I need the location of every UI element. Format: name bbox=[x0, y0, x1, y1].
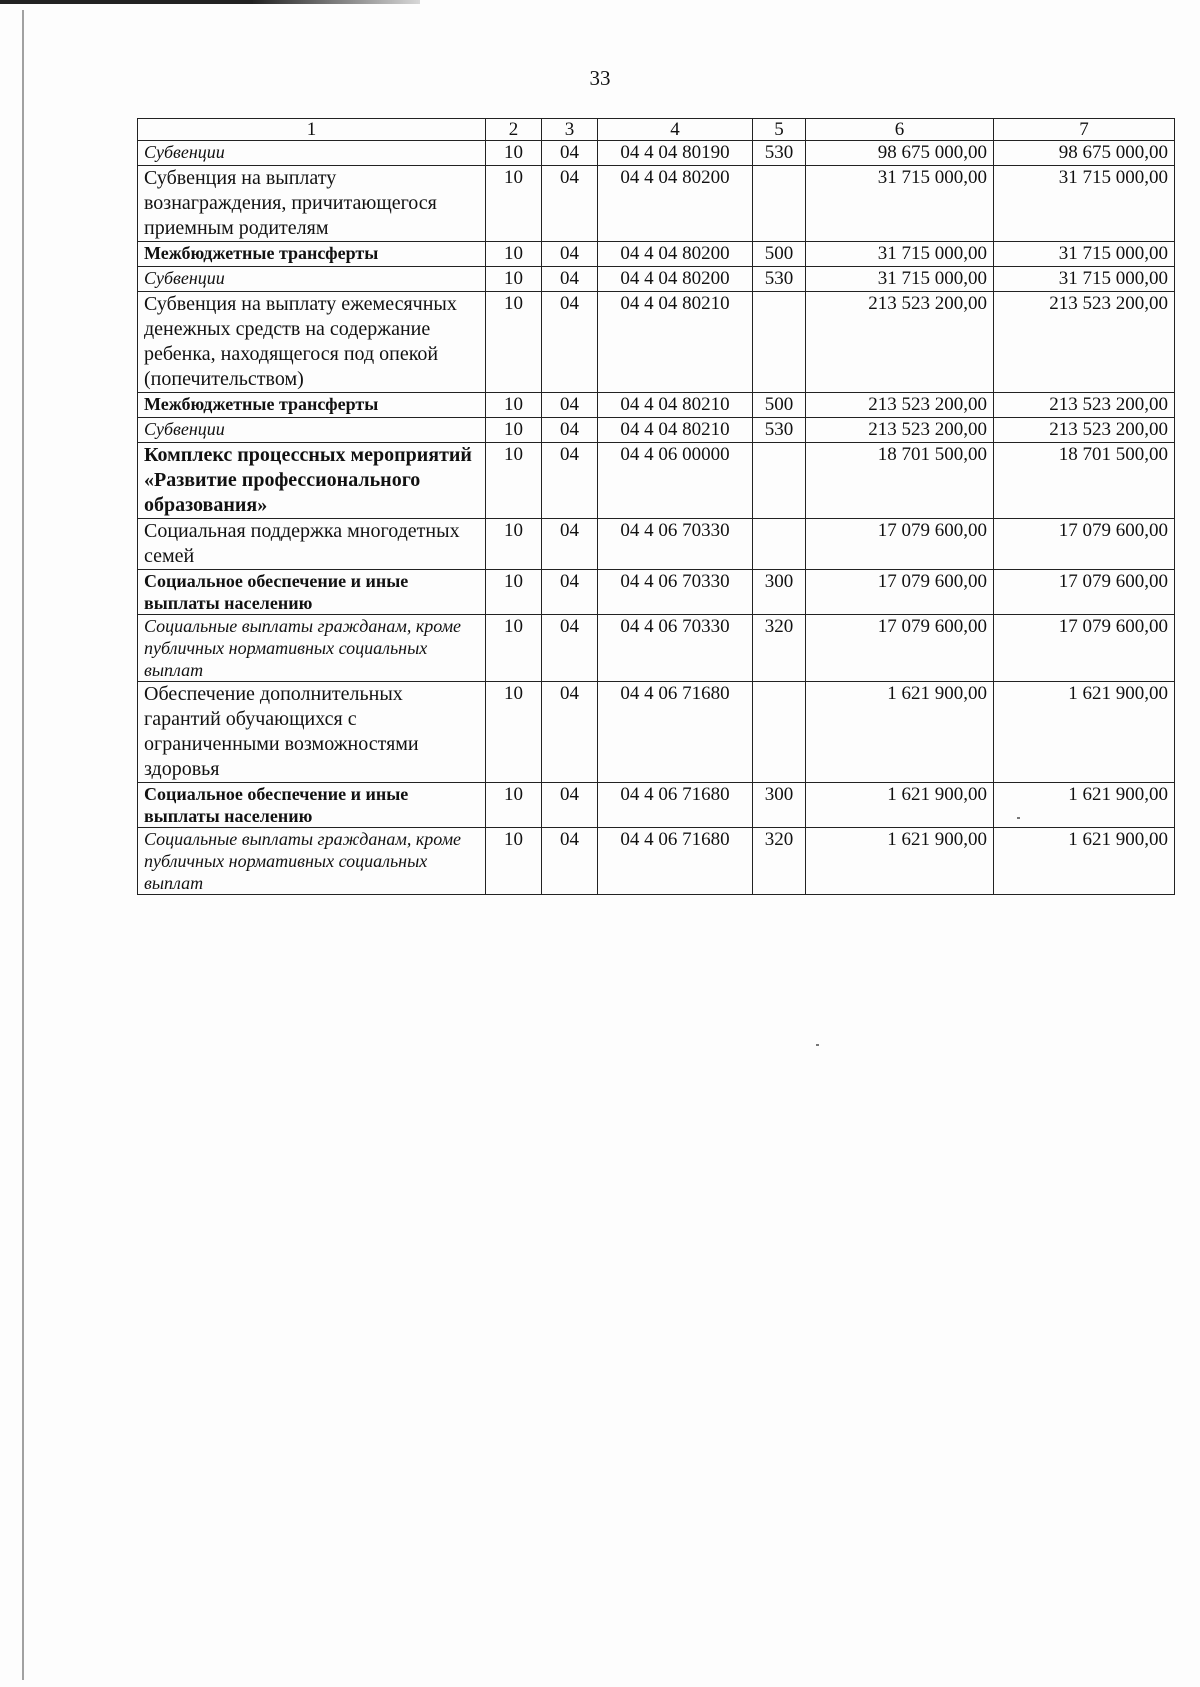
target-article-cell: 04 4 04 80210 bbox=[598, 393, 753, 418]
header-col-5: 5 bbox=[753, 119, 806, 141]
row-name-cell: Социальные выплаты гражданам, кроме публичных нормативных социальных выплат bbox=[138, 828, 486, 895]
expense-type-cell: 300 bbox=[753, 783, 806, 828]
amount-col-7-cell: 31 715 000,00 bbox=[994, 166, 1175, 242]
amount-col-6-cell: 31 715 000,00 bbox=[806, 242, 994, 267]
subsection-code-cell: 04 bbox=[542, 166, 598, 242]
scan-edge-left bbox=[22, 10, 24, 1680]
expense-type-cell: 530 bbox=[753, 418, 806, 443]
table-row bbox=[138, 166, 1175, 242]
header-col-1: 1 bbox=[138, 119, 486, 141]
table-row bbox=[138, 570, 1175, 615]
table-row bbox=[138, 292, 1175, 393]
row-name-cell: Межбюджетные трансферты bbox=[138, 393, 486, 418]
target-article-cell: 04 4 04 80200 bbox=[598, 242, 753, 267]
target-article-cell: 04 4 04 80210 bbox=[598, 292, 753, 393]
row-name-cell: Субвенции bbox=[138, 141, 486, 166]
amount-col-7-cell: 1 621 900,00 bbox=[994, 682, 1175, 783]
table-row bbox=[138, 141, 1175, 166]
target-article-cell: 04 4 06 70330 bbox=[598, 570, 753, 615]
subsection-code-cell: 04 bbox=[542, 615, 598, 682]
amount-col-6-cell: 1 621 900,00 bbox=[806, 828, 994, 895]
row-name-cell: Социальное обеспечение и иные выплаты населению bbox=[138, 783, 486, 828]
expense-type-cell: 530 bbox=[753, 141, 806, 166]
target-article-cell: 04 4 06 70330 bbox=[598, 519, 753, 570]
scan-speck bbox=[1017, 817, 1020, 819]
amount-col-7-cell: 17 079 600,00 bbox=[994, 615, 1175, 682]
amount-col-6-cell: 18 701 500,00 bbox=[806, 443, 994, 519]
amount-col-6-cell: 1 621 900,00 bbox=[806, 682, 994, 783]
subsection-code-cell: 04 bbox=[542, 267, 598, 292]
subsection-code-cell: 04 bbox=[542, 783, 598, 828]
row-name-cell: Субвенции bbox=[138, 418, 486, 443]
amount-col-6-cell: 213 523 200,00 bbox=[806, 393, 994, 418]
expense-type-cell bbox=[753, 292, 806, 393]
amount-col-7-cell: 213 523 200,00 bbox=[994, 393, 1175, 418]
table-row bbox=[138, 783, 1175, 828]
amount-col-6-cell: 17 079 600,00 bbox=[806, 615, 994, 682]
section-code-cell: 10 bbox=[486, 418, 542, 443]
section-code-cell: 10 bbox=[486, 570, 542, 615]
scan-speck bbox=[816, 1044, 819, 1046]
amount-col-7-cell: 1 621 900,00 bbox=[994, 828, 1175, 895]
amount-col-7-cell: 213 523 200,00 bbox=[994, 292, 1175, 393]
section-code-cell: 10 bbox=[486, 783, 542, 828]
row-name-cell: Социальное обеспечение и иные выплаты населению bbox=[138, 570, 486, 615]
target-article-cell: 04 4 04 80200 bbox=[598, 166, 753, 242]
subsection-code-cell: 04 bbox=[542, 570, 598, 615]
table-row bbox=[138, 615, 1175, 682]
amount-col-7-cell: 98 675 000,00 bbox=[994, 141, 1175, 166]
amount-col-7-cell: 1 621 900,00 bbox=[994, 783, 1175, 828]
header-col-2: 2 bbox=[486, 119, 542, 141]
row-name-cell: Комплекс процессных мероприятий «Развитие профессионального образования» bbox=[138, 443, 486, 519]
subsection-code-cell: 04 bbox=[542, 519, 598, 570]
table-body bbox=[138, 119, 1175, 895]
amount-col-6-cell: 1 621 900,00 bbox=[806, 783, 994, 828]
header-col-6: 6 bbox=[806, 119, 994, 141]
section-code-cell: 10 bbox=[486, 393, 542, 418]
subsection-code-cell: 04 bbox=[542, 443, 598, 519]
expense-type-cell: 300 bbox=[753, 570, 806, 615]
table-row bbox=[138, 242, 1175, 267]
row-name-cell: Обеспечение дополнительных гарантий обучающихся с ограниченными возможностями здоровья bbox=[138, 682, 486, 783]
amount-col-6-cell: 213 523 200,00 bbox=[806, 418, 994, 443]
header-col-7: 7 bbox=[994, 119, 1175, 141]
amount-col-6-cell: 31 715 000,00 bbox=[806, 166, 994, 242]
section-code-cell: 10 bbox=[486, 615, 542, 682]
section-code-cell: 10 bbox=[486, 166, 542, 242]
scan-edge-top bbox=[0, 0, 420, 4]
header-col-3: 3 bbox=[542, 119, 598, 141]
amount-col-6-cell: 17 079 600,00 bbox=[806, 570, 994, 615]
row-name-cell: Социальные выплаты гражданам, кроме публичных нормативных социальных выплат bbox=[138, 615, 486, 682]
expense-type-cell: 500 bbox=[753, 242, 806, 267]
expense-type-cell bbox=[753, 682, 806, 783]
section-code-cell: 10 bbox=[486, 292, 542, 393]
target-article-cell: 04 4 06 71680 bbox=[598, 783, 753, 828]
amount-col-7-cell: 31 715 000,00 bbox=[994, 242, 1175, 267]
target-article-cell: 04 4 06 71680 bbox=[598, 828, 753, 895]
page-number: 33 bbox=[589, 66, 611, 90]
amount-col-7-cell: 17 079 600,00 bbox=[994, 570, 1175, 615]
section-code-cell: 10 bbox=[486, 682, 542, 783]
section-code-cell: 10 bbox=[486, 267, 542, 292]
section-code-cell: 10 bbox=[486, 828, 542, 895]
amount-col-7-cell: 17 079 600,00 bbox=[994, 519, 1175, 570]
expense-type-cell: 530 bbox=[753, 267, 806, 292]
subsection-code-cell: 04 bbox=[542, 141, 598, 166]
table-header-row bbox=[138, 119, 1175, 141]
amount-col-7-cell: 213 523 200,00 bbox=[994, 418, 1175, 443]
table-row bbox=[138, 443, 1175, 519]
amount-col-6-cell: 17 079 600,00 bbox=[806, 519, 994, 570]
budget-table bbox=[137, 118, 1175, 895]
table-row bbox=[138, 418, 1175, 443]
target-article-cell: 04 4 06 71680 bbox=[598, 682, 753, 783]
expense-type-cell bbox=[753, 519, 806, 570]
target-article-cell: 04 4 06 70330 bbox=[598, 615, 753, 682]
amount-col-7-cell: 31 715 000,00 bbox=[994, 267, 1175, 292]
subsection-code-cell: 04 bbox=[542, 292, 598, 393]
row-name-cell: Субвенция на выплату вознаграждения, причитающегося приемным родителям bbox=[138, 166, 486, 242]
subsection-code-cell: 04 bbox=[542, 682, 598, 783]
expense-type-cell bbox=[753, 443, 806, 519]
header-col-4: 4 bbox=[598, 119, 753, 141]
amount-col-6-cell: 31 715 000,00 bbox=[806, 267, 994, 292]
expense-type-cell: 320 bbox=[753, 615, 806, 682]
expense-type-cell: 500 bbox=[753, 393, 806, 418]
section-code-cell: 10 bbox=[486, 519, 542, 570]
target-article-cell: 04 4 04 80190 bbox=[598, 141, 753, 166]
amount-col-6-cell: 213 523 200,00 bbox=[806, 292, 994, 393]
target-article-cell: 04 4 04 80200 bbox=[598, 267, 753, 292]
row-name-cell: Субвенция на выплату ежемесячных денежных средств на содержание ребенка, находящегося под опекой (попечительством) bbox=[138, 292, 486, 393]
table-row bbox=[138, 393, 1175, 418]
section-code-cell: 10 bbox=[486, 242, 542, 267]
section-code-cell: 10 bbox=[486, 141, 542, 166]
row-name-cell: Межбюджетные трансферты bbox=[138, 242, 486, 267]
amount-col-6-cell: 98 675 000,00 bbox=[806, 141, 994, 166]
row-name-cell: Субвенции bbox=[138, 267, 486, 292]
subsection-code-cell: 04 bbox=[542, 242, 598, 267]
amount-col-7-cell: 18 701 500,00 bbox=[994, 443, 1175, 519]
expense-type-cell: 320 bbox=[753, 828, 806, 895]
table-row bbox=[138, 519, 1175, 570]
subsection-code-cell: 04 bbox=[542, 828, 598, 895]
subsection-code-cell: 04 bbox=[542, 418, 598, 443]
section-code-cell: 10 bbox=[486, 443, 542, 519]
expense-type-cell bbox=[753, 166, 806, 242]
target-article-cell: 04 4 04 80210 bbox=[598, 418, 753, 443]
row-name-cell: Социальная поддержка многодетных семей bbox=[138, 519, 486, 570]
table-row bbox=[138, 682, 1175, 783]
subsection-code-cell: 04 bbox=[542, 393, 598, 418]
table-row bbox=[138, 828, 1175, 895]
table-row bbox=[138, 267, 1175, 292]
target-article-cell: 04 4 06 00000 bbox=[598, 443, 753, 519]
